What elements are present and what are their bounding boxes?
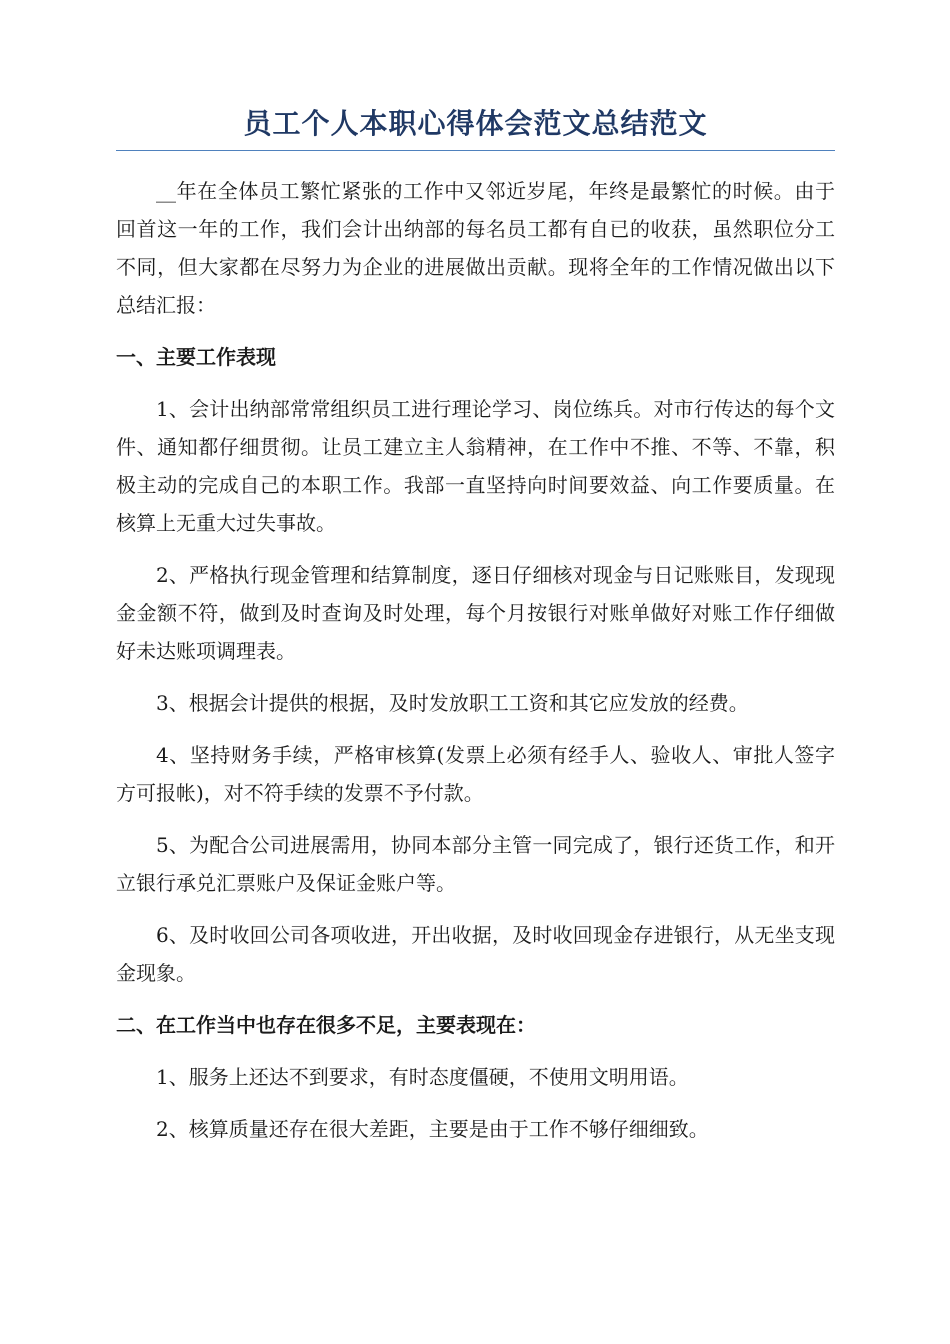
intro-paragraph: __年在全体员工繁忙紧张的工作中又邻近岁尾，年终是最繁忙的时候。由于回首这一年的工作，我们会计出纳部的每名员工都有自已的收获，虽然职位分工不同，但大家都在尽努力为企业的进展做出贡献。现将全年的工作情况做出以下总结汇报：	[116, 179, 835, 317]
section-heading-1: 一、主要工作表现	[116, 345, 276, 369]
section-heading-2: 二、在工作当中也存在很多不足，主要表现在：	[116, 1013, 536, 1037]
spacer	[116, 1044, 835, 1058]
document-title: 员工个人本职心得体会范文总结范文	[116, 104, 835, 151]
section1-item-3: 3、根据会计提供的根据，及时发放职工工资和其它应发放的经费。	[156, 691, 749, 715]
section1-item-1: 1、会计出纳部常常组织员工进行理论学习、岗位练兵。对市行传达的每个文件、通知都仔细贯彻。让员工建立主人翁精神，在工作中不推、不等、不靠，积极主动的完成自己的本职工作。我部一直坚持向时间要效益、向工作要质量。在核算上无重大过失事故。	[116, 397, 835, 535]
spacer	[116, 992, 835, 1006]
section1-item-5: 5、为配合公司进展需用，协同本部分主管一同完成了，银行还货工作，和开立银行承兑汇票账户及保证金账户等。	[116, 833, 835, 895]
spacer	[116, 324, 835, 338]
document-page	[116, 104, 835, 1148]
section1-item-6: 6、及时收回公司各项收进，开出收据，及时收回现金存进银行，从无坐支现金现象。	[116, 923, 835, 985]
spacer	[116, 376, 835, 390]
section2-item-2: 2、核算质量还存在很大差距，主要是由于工作不够仔细细致。	[156, 1117, 709, 1141]
spacer	[116, 722, 835, 736]
spacer	[116, 151, 835, 172]
section2-item-1: 1、服务上还达不到要求，有时态度僵硬，不使用文明用语。	[156, 1065, 689, 1089]
section1-item-4: 4、坚持财务手续，严格审核算(发票上必须有经手人、验收人、审批人签字方可报帐)，对不符手续的发票不予付款。	[116, 743, 835, 805]
spacer	[116, 1096, 835, 1110]
section1-item-2: 2、严格执行现金管理和结算制度，逐日仔细核对现金与日记账账目，发现现金金额不符，做到及时查询及时处理，每个月按银行对账单做好对账工作仔细做好未达账项调理表。	[116, 563, 835, 663]
spacer	[116, 670, 835, 684]
spacer	[116, 542, 835, 556]
spacer	[116, 812, 835, 826]
spacer	[116, 902, 835, 916]
